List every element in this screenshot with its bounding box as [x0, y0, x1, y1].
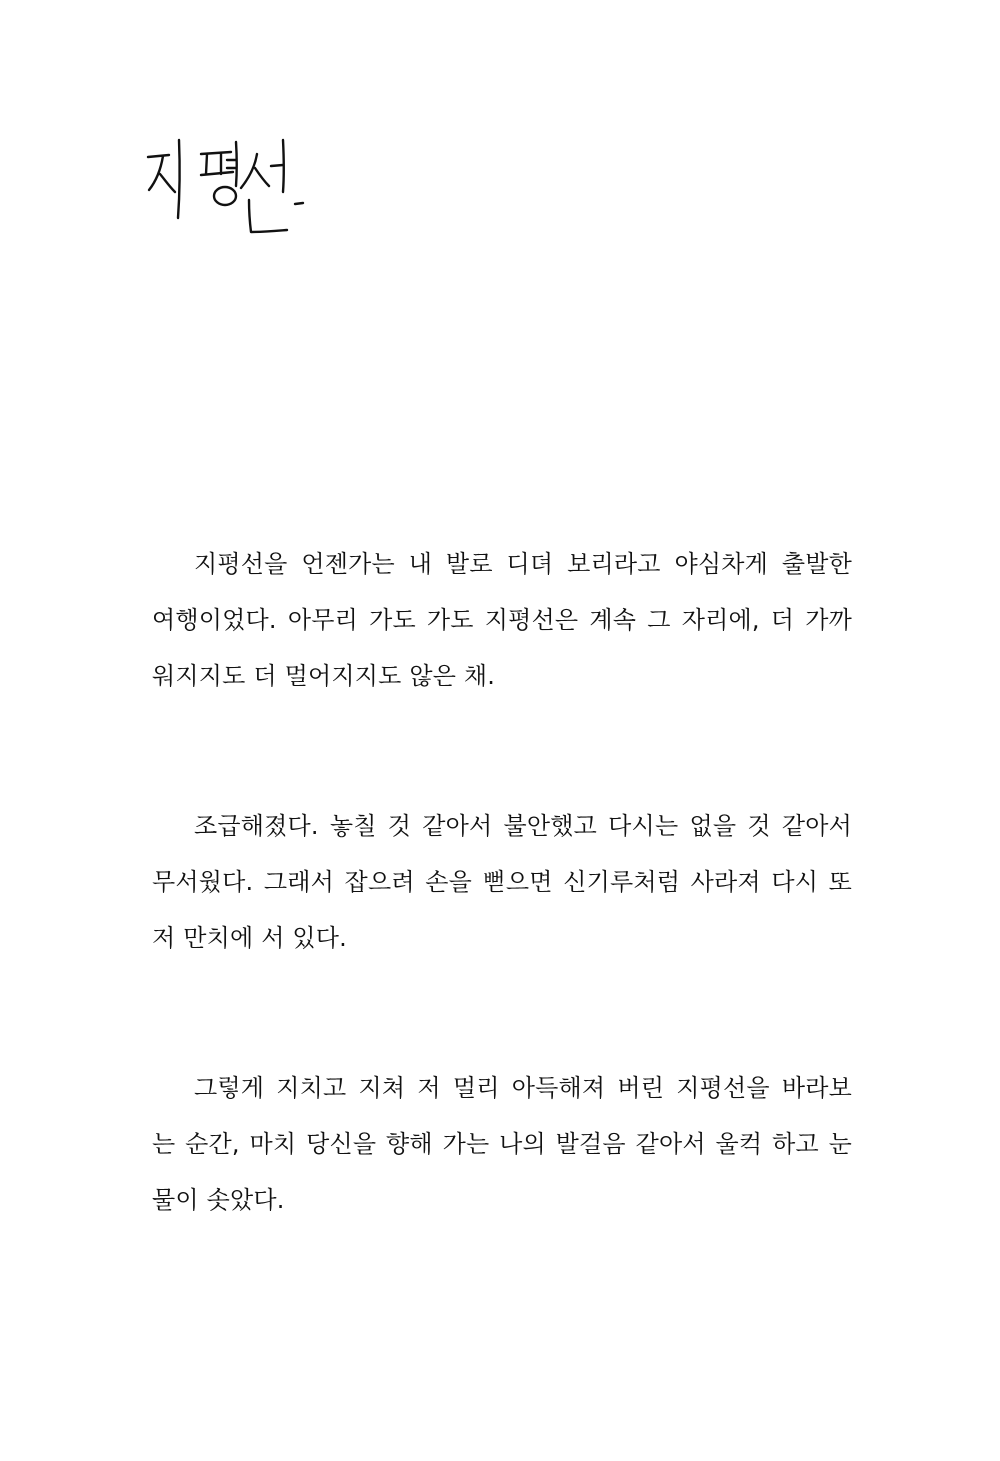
body-text — [152, 536, 852, 1322]
text-line: 무서웠다. 그래서 잡으려 손을 뻗으면 신기루처럼 사라져 다시 또 — [152, 868, 852, 896]
text-line: 워지지도 더 멀어지지도 않은 채. — [152, 662, 496, 690]
handwritten-title — [145, 130, 320, 240]
text-line: 는 순간, 마치 당신을 향해 가는 나의 발걸음 같아서 울컥 하고 눈 — [152, 1130, 852, 1158]
paragraph-1 — [152, 536, 852, 704]
paragraph-2 — [152, 798, 852, 966]
text-line: 여행이었다. 아무리 가도 가도 지평선은 계속 그 자리에, 더 가까 — [152, 606, 852, 634]
text-line: 그렇게 지치고 지쳐 저 멀리 아득해져 버린 지평선을 바라보 — [194, 1074, 852, 1102]
paragraph-3 — [152, 1060, 852, 1228]
text-line: 지평선을 언젠가는 내 발로 디뎌 보리라고 야심차게 출발한 — [194, 550, 852, 578]
handwritten-title-drawing — [145, 130, 320, 240]
text-line: 조급해졌다. 놓칠 것 같아서 불안했고 다시는 없을 것 같아서 — [194, 812, 852, 840]
text-line: 저 만치에 서 있다. — [152, 924, 348, 952]
text-line: 물이 솟았다. — [152, 1186, 285, 1214]
